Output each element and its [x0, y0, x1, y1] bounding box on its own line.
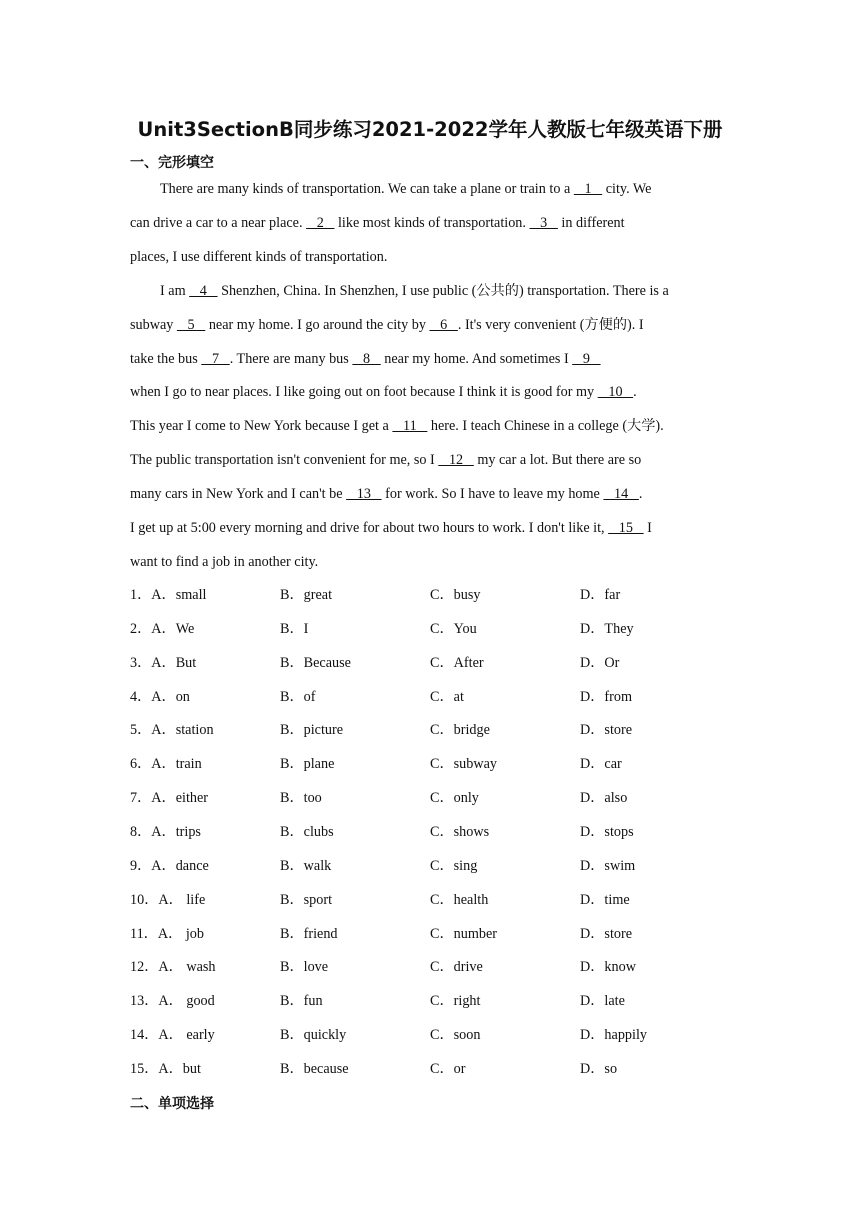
option-a: 10．A． life: [130, 891, 206, 908]
passage-text: my car a lot. But there are so: [473, 452, 642, 469]
passage-line: [160, 179, 760, 199]
option-b: B．Because: [280, 654, 351, 671]
passage-text: in different: [557, 214, 625, 231]
option-c: C．number: [430, 925, 497, 942]
option-c: C．busy: [430, 587, 481, 603]
answer-blank: 6: [429, 316, 458, 333]
answer-blank: 14: [603, 486, 639, 503]
option-c: C．right: [430, 993, 481, 1010]
option-b: B．too: [280, 790, 322, 807]
passage-text: This year I come to New York because I get a: [130, 418, 393, 435]
section-heading-single-choice: 二、单项选择: [130, 1096, 214, 1112]
option-d: D．They: [580, 620, 634, 637]
passage-line: [130, 382, 730, 402]
passage-text: places, I use different kinds of transportation.: [130, 248, 388, 265]
passage-line: [160, 281, 760, 301]
question-row: [130, 585, 730, 605]
option-a: 15．A．but: [130, 1060, 201, 1077]
option-b: B．I: [280, 620, 309, 637]
option-a: 12．A． wash: [130, 959, 216, 976]
answer-blank: 8: [352, 350, 381, 367]
question-row: [130, 957, 730, 977]
option-b: B．picture: [280, 722, 344, 739]
option-c: C．at: [430, 688, 464, 705]
passage-line: [130, 484, 730, 504]
passage-text: There are many kinds of transportation. We can take a plane or train to a: [160, 181, 574, 197]
question-row: [130, 924, 730, 944]
document-title: Unit3SectionB同步练习2021-2022学年人教版七年级英语下册: [137, 118, 723, 141]
question-row: [130, 754, 730, 774]
answer-blank: 10: [597, 384, 634, 401]
option-c: C．or: [430, 1060, 466, 1077]
question-row: [130, 720, 730, 740]
option-b: B．love: [280, 959, 329, 976]
answer-blank: 5: [176, 316, 206, 333]
question-row: [130, 687, 730, 707]
passage-text: when I go to near places. I like going out on foot because I think it is good for my: [130, 384, 598, 401]
option-c: C．health: [430, 891, 489, 908]
option-d: D．swim: [580, 857, 636, 874]
passage-text: . It's very convenient (方便的). I: [457, 316, 644, 333]
answer-blank: 13: [346, 486, 382, 503]
option-b: B．sport: [280, 891, 333, 908]
option-a: 13．A． good: [130, 993, 215, 1010]
option-b: B．because: [280, 1060, 349, 1077]
option-b: B．walk: [280, 857, 332, 874]
option-d: D．car: [580, 756, 622, 773]
answer-blank: 2: [306, 214, 335, 231]
answer-blank: 12: [438, 452, 474, 469]
passage-text: city. We: [602, 181, 652, 197]
option-d: D．late: [580, 993, 625, 1010]
option-c: C．bridge: [430, 722, 490, 739]
answer-blank: 1: [573, 181, 603, 197]
option-d: D．happily: [580, 1027, 647, 1044]
passage-text: for work. So I have to leave my home: [381, 486, 604, 503]
passage-text: many cars in New York and I can't be: [130, 486, 347, 503]
option-c: C．You: [430, 620, 477, 637]
question-row: [130, 822, 730, 842]
option-b: B．of: [280, 688, 316, 705]
answer-blank: 9: [572, 350, 601, 367]
question-row: [130, 788, 730, 808]
option-d: D．also: [580, 790, 628, 807]
passage-text: The public transportation isn't convenient for me, so I: [130, 452, 439, 469]
passage-text: take the bus: [130, 350, 202, 367]
option-b: B．fun: [280, 993, 323, 1010]
passage-text: want to find a job in another city.: [130, 553, 319, 570]
passage-text: . There are many bus: [229, 350, 353, 367]
option-b: B．clubs: [280, 823, 334, 840]
answer-blank: 11: [392, 418, 428, 435]
question-row: [130, 619, 730, 639]
option-a: 6．A．train: [130, 756, 202, 773]
option-c: C．shows: [430, 823, 490, 840]
option-a: 8．A．trips: [130, 823, 201, 840]
option-b: B．friend: [280, 925, 338, 942]
passage-text: near my home. I go around the city by: [205, 316, 430, 333]
passage-text: near my home. And sometimes I: [380, 350, 573, 367]
passage-line: [130, 518, 730, 538]
option-c: C．soon: [430, 1027, 481, 1044]
option-a: 1．A．small: [130, 587, 207, 603]
option-d: D．store: [580, 722, 633, 739]
option-a: 4．A．on: [130, 688, 190, 705]
option-c: C．subway: [430, 756, 497, 773]
option-d: D．stops: [580, 823, 634, 840]
option-d: D．far: [580, 587, 621, 603]
section-heading-cloze: 一、完形填空: [130, 155, 214, 171]
passage-text: I get up at 5:00 every morning and drive for about two hours to work. I don't like it,: [130, 520, 609, 536]
option-b: B．quickly: [280, 1027, 347, 1044]
question-row: [130, 653, 730, 673]
passage-text: like most kinds of transportation.: [334, 214, 530, 231]
passage-line: [130, 416, 730, 436]
question-row: [130, 1059, 730, 1079]
answer-blank: 3: [529, 214, 558, 231]
option-c: C．After: [430, 654, 484, 671]
question-row: [130, 1025, 730, 1045]
option-a: 11．A． job: [130, 925, 204, 942]
option-d: D．Or: [580, 654, 620, 671]
option-a: 14．A． early: [130, 1027, 215, 1044]
answer-blank: 4: [189, 282, 218, 299]
option-d: D．know: [580, 959, 636, 976]
option-a: 2．A．We: [130, 620, 195, 637]
option-a: 5．A．station: [130, 722, 214, 739]
passage-text: .: [638, 486, 643, 503]
option-b: B．great: [280, 587, 333, 603]
option-a: 3．A．But: [130, 654, 197, 671]
passage-text: .: [633, 384, 637, 401]
passage-text: I am: [160, 282, 190, 299]
passage-line: [130, 450, 730, 470]
passage-line: [130, 349, 730, 369]
option-d: D．store: [580, 925, 633, 942]
option-c: C．sing: [430, 857, 478, 874]
option-b: B．plane: [280, 756, 335, 773]
option-d: D．so: [580, 1060, 618, 1077]
passage-line: [130, 247, 730, 267]
option-d: D．from: [580, 688, 633, 705]
option-d: D．time: [580, 891, 630, 908]
passage-line: [130, 315, 730, 335]
passage-line: [130, 213, 730, 233]
option-a: 7．A．either: [130, 790, 209, 807]
option-c: C．only: [430, 790, 479, 807]
passage-text: here. I teach Chinese in a college (大学).: [427, 418, 664, 435]
answer-blank: 15: [608, 520, 644, 536]
passage-text: I: [643, 520, 652, 536]
passage-text: subway: [130, 316, 177, 333]
option-c: C．drive: [430, 959, 483, 976]
question-row: [130, 890, 730, 910]
question-row: [130, 991, 730, 1011]
passage-line: [130, 552, 730, 572]
passage-text: can drive a car to a near place.: [130, 214, 307, 231]
answer-blank: 7: [201, 350, 230, 367]
option-a: 9．A．dance: [130, 857, 209, 874]
passage-text: Shenzhen, China. In Shenzhen, I use public (公共的) transportation. There is a: [217, 282, 669, 299]
question-row: [130, 856, 730, 876]
